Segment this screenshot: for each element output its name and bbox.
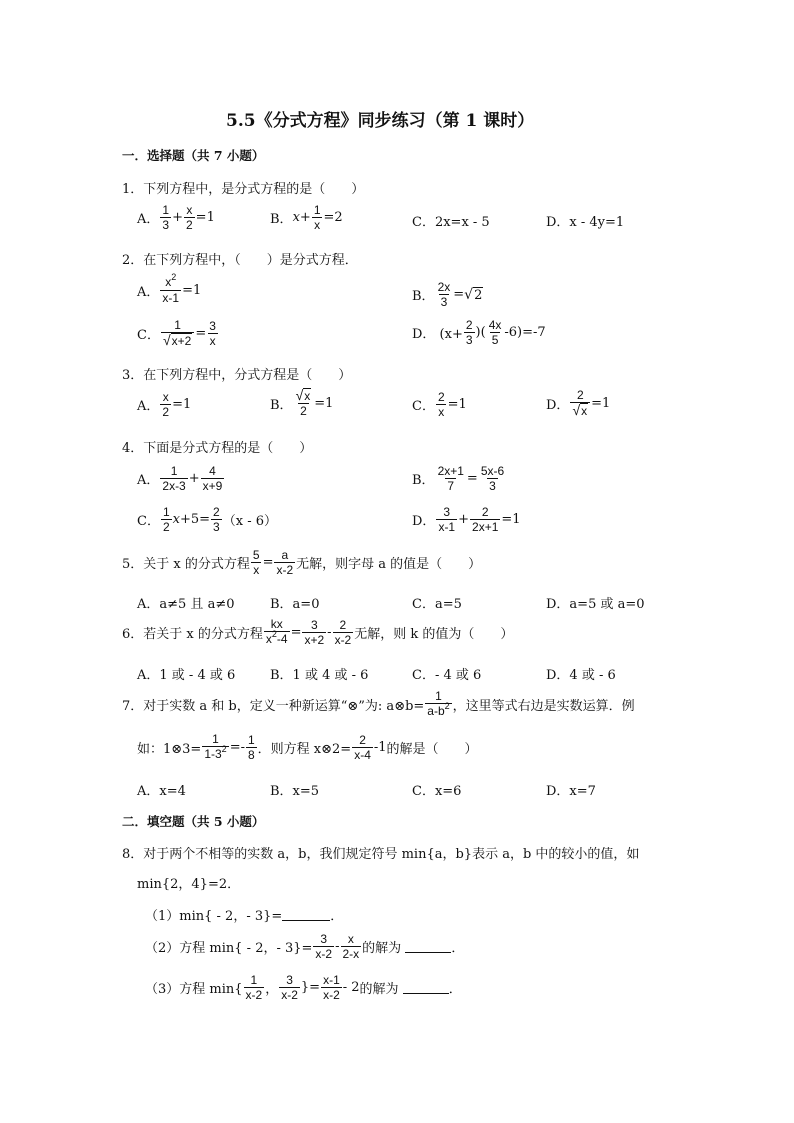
question-5-stem: 5．关于 x 的分式方程 $\frac{5}{x}$ = $\frac{a}{x-2}$ 无解，则字母 a 的值是（ ） xyxy=(122,548,482,577)
page-title: 5.5《分式方程》同步练习（第 1 课时） xyxy=(226,111,535,131)
question-8-stem-line2: min{2，4}=2． xyxy=(137,877,241,892)
answer-blank[interactable] xyxy=(282,908,330,921)
question-7-stem: 7．对于实数 a 和 b，定义一种新运算“⊗”为: a⊗b= $\frac{1}{a-b^2}$ ，这里等式右边是实数运算．例 xyxy=(122,689,635,718)
question-6-option-a: A．1 或 - 4 或 6 xyxy=(137,668,236,683)
question-6-stem: 6．若关于 x 的分式方程 $\frac{kx}{x^2-4}$ = $\frac{3}{x+2}$ - $\frac{2}{x-2}$ 无解，则 k 的值为（ ） xyxy=(122,617,514,647)
question-4-option-c: C． $\frac{1}{2}$ x +5= $\frac{2}{3}$ （x - 6） xyxy=(137,505,277,534)
question-3-option-c: C． $\frac{2}{x}$ =1 xyxy=(412,390,467,419)
question-1-stem: 1．下列方程中，是分式方程的是（ ） xyxy=(122,182,365,197)
question-4-option-a: A． $\frac{1}{2x-3}$ + $\frac{4}{x+9}$ xyxy=(137,464,223,493)
question-7-example: 如：1⊗3= $\frac{1}{1-3^2}$ =- $\frac{1}{8}$ ．则方程 x⊗2= $\frac{2}{x-4}$ -1 的解是（ ） xyxy=(137,732,478,762)
question-2-option-d: D． (x+ $\frac{2}{3}$ )( $\frac{4x}{5}$ -6)=-7 xyxy=(412,318,546,347)
question-6-option-b: B．1 或 4 或 - 6 xyxy=(270,668,369,683)
question-7-option-a: A．x=4 xyxy=(137,784,186,799)
question-7-option-d: D．x=7 xyxy=(546,784,596,799)
question-2-stem: 2．在下列方程中，（ ）是分式方程． xyxy=(122,253,358,268)
question-2-option-a: A． $\frac{x^2}{x-1}$ =1 xyxy=(137,272,202,305)
question-2-option-c: C． $\frac{1}{√x+2}$ = $\frac{3}{x}$ xyxy=(137,318,216,348)
question-1-option-a: A． $\frac{1}{3}$ + $\frac{x}{2}$ =1 xyxy=(137,203,215,232)
question-1-option-c: C．2x=x - 5 xyxy=(412,215,490,230)
question-4-option-b: B． $\frac{2x+1}{7}$ = $\frac{5x-6}{3}$ xyxy=(412,464,505,493)
question-1-option-d: D．x - 4y=1 xyxy=(546,215,625,230)
question-5-option-a: A．a≠5 且 a≠0 xyxy=(137,597,235,612)
answer-blank[interactable] xyxy=(403,981,449,994)
question-3-stem: 3．在下列方程中，分式方程是（ ） xyxy=(122,368,352,383)
question-8-part-3: （3）方程 min{ $\frac{1}{x-2}$ ， $\frac{3}{x-2}$ }= $\frac{x-1}{x-2}$ - 2 的解为 ． xyxy=(145,973,462,1002)
question-5-option-c: C．a=5 xyxy=(412,597,462,612)
question-1-option-b: B． x + $\frac{1}{x}$ =2 xyxy=(270,203,343,232)
section-heading-choice: 一．选择题（共 7 小题） xyxy=(122,148,265,163)
answer-blank[interactable] xyxy=(405,940,451,953)
question-4-stem: 4．下面是分式方程的是（ ） xyxy=(122,441,313,456)
question-8-part-2: （2）方程 min{ - 2，- 3}= $\frac{3}{x-2}$ - $\frac{x}{2-x}$ 的解为 ． xyxy=(145,932,465,961)
question-3-option-b: B． $\frac{√x}{2}$ =1 xyxy=(270,387,334,418)
question-5-option-d: D．a=5 或 a=0 xyxy=(546,597,645,612)
question-8-part-1: （1）min{ - 2，- 3}= ． xyxy=(145,909,344,924)
question-6-option-c: C．- 4 或 6 xyxy=(412,668,482,683)
question-4-option-d: D． $\frac{3}{x-1}$ + $\frac{2}{2x+1}$ =1 xyxy=(412,505,521,534)
question-7-option-b: B．x=5 xyxy=(270,784,320,799)
question-7-option-c: C．x=6 xyxy=(412,784,462,799)
question-3-option-d: D． $\frac{2}{√x}$ =1 xyxy=(546,388,611,418)
question-8-stem: 8．对于两个不相等的实数 a，b，我们规定符号 min{a，b}表示 a，b 中的较小的值，如 xyxy=(122,847,640,862)
section-heading-fill: 二．填空题（共 5 小题） xyxy=(122,814,265,829)
question-5-option-b: B．a=0 xyxy=(270,597,320,612)
question-6-option-d: D．4 或 - 6 xyxy=(546,668,616,683)
question-3-option-a: A． $\frac{x}{2}$ =1 xyxy=(137,390,192,419)
question-2-option-b: B． $\frac{2x}{3}$ = √ 2 xyxy=(412,280,483,309)
